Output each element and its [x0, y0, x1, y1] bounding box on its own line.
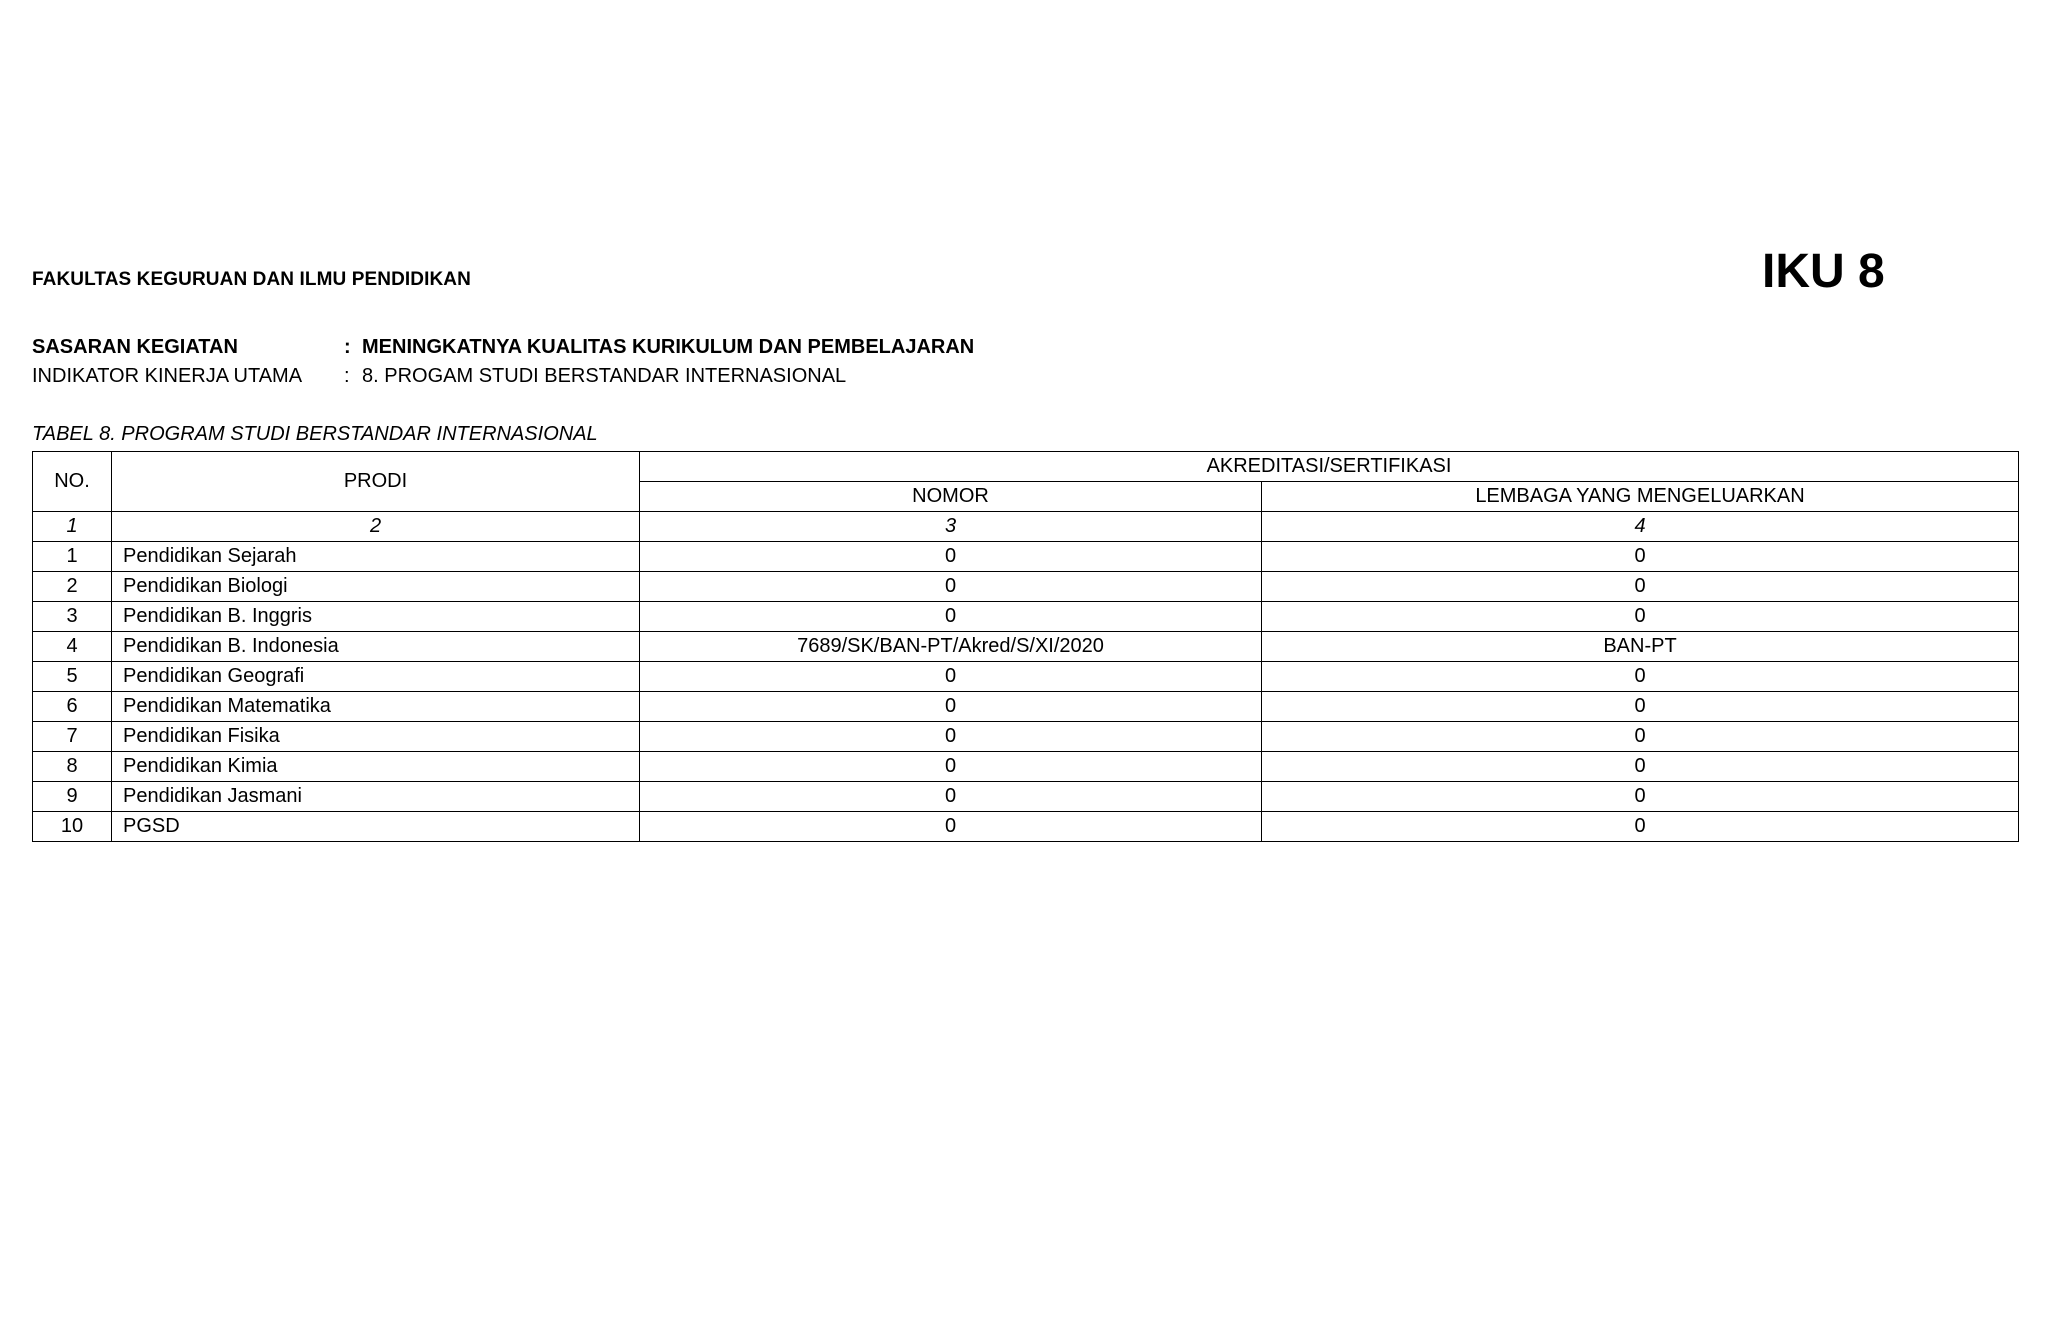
table-body [33, 512, 2019, 842]
row-no: 9 [33, 782, 112, 812]
row-nomor: 0 [640, 692, 1262, 722]
column-number: 4 [1262, 512, 2019, 542]
column-number-row [33, 512, 2019, 542]
meta-target-label: SASARAN KEGIATAN [32, 336, 238, 358]
row-nomor: 0 [640, 542, 1262, 572]
meta-indicator-separator: : [344, 365, 350, 387]
row-prodi: Pendidikan B. Indonesia [112, 632, 640, 662]
row-no: 10 [33, 812, 112, 842]
row-lembaga: BAN-PT [1262, 632, 2019, 662]
row-no: 8 [33, 752, 112, 782]
row-nomor: 0 [640, 782, 1262, 812]
row-lembaga: 0 [1262, 782, 2019, 812]
row-nomor: 0 [640, 602, 1262, 632]
row-nomor: 0 [640, 572, 1262, 602]
meta-target-separator: : [344, 336, 351, 358]
meta-indicator-value: 8. PROGAM STUDI BERSTANDAR INTERNASIONAL [362, 365, 847, 387]
table-row [33, 692, 2019, 722]
row-nomor: 0 [640, 722, 1262, 752]
meta-indicator-label: INDIKATOR KINERJA UTAMA [32, 365, 303, 387]
meta-target-row [32, 336, 974, 359]
header-lembaga: LEMBAGA YANG MENGELUARKAN [1262, 482, 2019, 512]
row-no: 2 [33, 572, 112, 602]
document-code: IKU 8 [1762, 245, 1885, 298]
table-row [33, 572, 2019, 602]
program-table [32, 451, 2019, 842]
column-number: 2 [112, 512, 640, 542]
column-number: 1 [33, 512, 112, 542]
row-no: 3 [33, 602, 112, 632]
table-row [33, 812, 2019, 842]
table-row [33, 722, 2019, 752]
meta-target-value: MENINGKATNYA KUALITAS KURIKULUM DAN PEMBELAJARAN [362, 336, 975, 358]
row-lembaga: 0 [1262, 812, 2019, 842]
table-row [33, 602, 2019, 632]
header-row-1 [33, 452, 2019, 482]
table-row [33, 542, 2019, 572]
row-no: 7 [33, 722, 112, 752]
row-no: 1 [33, 542, 112, 572]
row-prodi: Pendidikan Sejarah [112, 542, 640, 572]
row-no: 4 [33, 632, 112, 662]
row-lembaga: 0 [1262, 662, 2019, 692]
row-lembaga: 0 [1262, 692, 2019, 722]
row-lembaga: 0 [1262, 722, 2019, 752]
row-prodi: Pendidikan Biologi [112, 572, 640, 602]
row-nomor: 7689/SK/BAN-PT/Akred/S/XI/2020 [640, 632, 1262, 662]
row-prodi: Pendidikan Fisika [112, 722, 640, 752]
row-prodi: Pendidikan Geografi [112, 662, 640, 692]
row-prodi: Pendidikan Kimia [112, 752, 640, 782]
row-nomor: 0 [640, 752, 1262, 782]
table-row [33, 632, 2019, 662]
table-caption: TABEL 8. PROGRAM STUDI BERSTANDAR INTERNASIONAL [32, 423, 598, 445]
row-prodi: Pendidikan Jasmani [112, 782, 640, 812]
row-lembaga: 0 [1262, 572, 2019, 602]
table-row [33, 782, 2019, 812]
header-nomor: NOMOR [640, 482, 1262, 512]
header-prodi: PRODI [112, 452, 640, 512]
row-prodi: PGSD [112, 812, 640, 842]
row-nomor: 0 [640, 662, 1262, 692]
row-lembaga: 0 [1262, 752, 2019, 782]
row-prodi: Pendidikan Matematika [112, 692, 640, 722]
table-row [33, 662, 2019, 692]
row-no: 6 [33, 692, 112, 722]
faculty-name: FAKULTAS KEGURUAN DAN ILMU PENDIDIKAN [32, 269, 471, 290]
row-no: 5 [33, 662, 112, 692]
column-number: 3 [640, 512, 1262, 542]
meta-indicator-row [32, 365, 846, 388]
row-prodi: Pendidikan B. Inggris [112, 602, 640, 632]
row-nomor: 0 [640, 812, 1262, 842]
row-lembaga: 0 [1262, 542, 2019, 572]
header-accreditation-group: AKREDITASI/SERTIFIKASI [640, 452, 2019, 482]
row-lembaga: 0 [1262, 602, 2019, 632]
table-row [33, 752, 2019, 782]
header-no: NO. [33, 452, 112, 512]
